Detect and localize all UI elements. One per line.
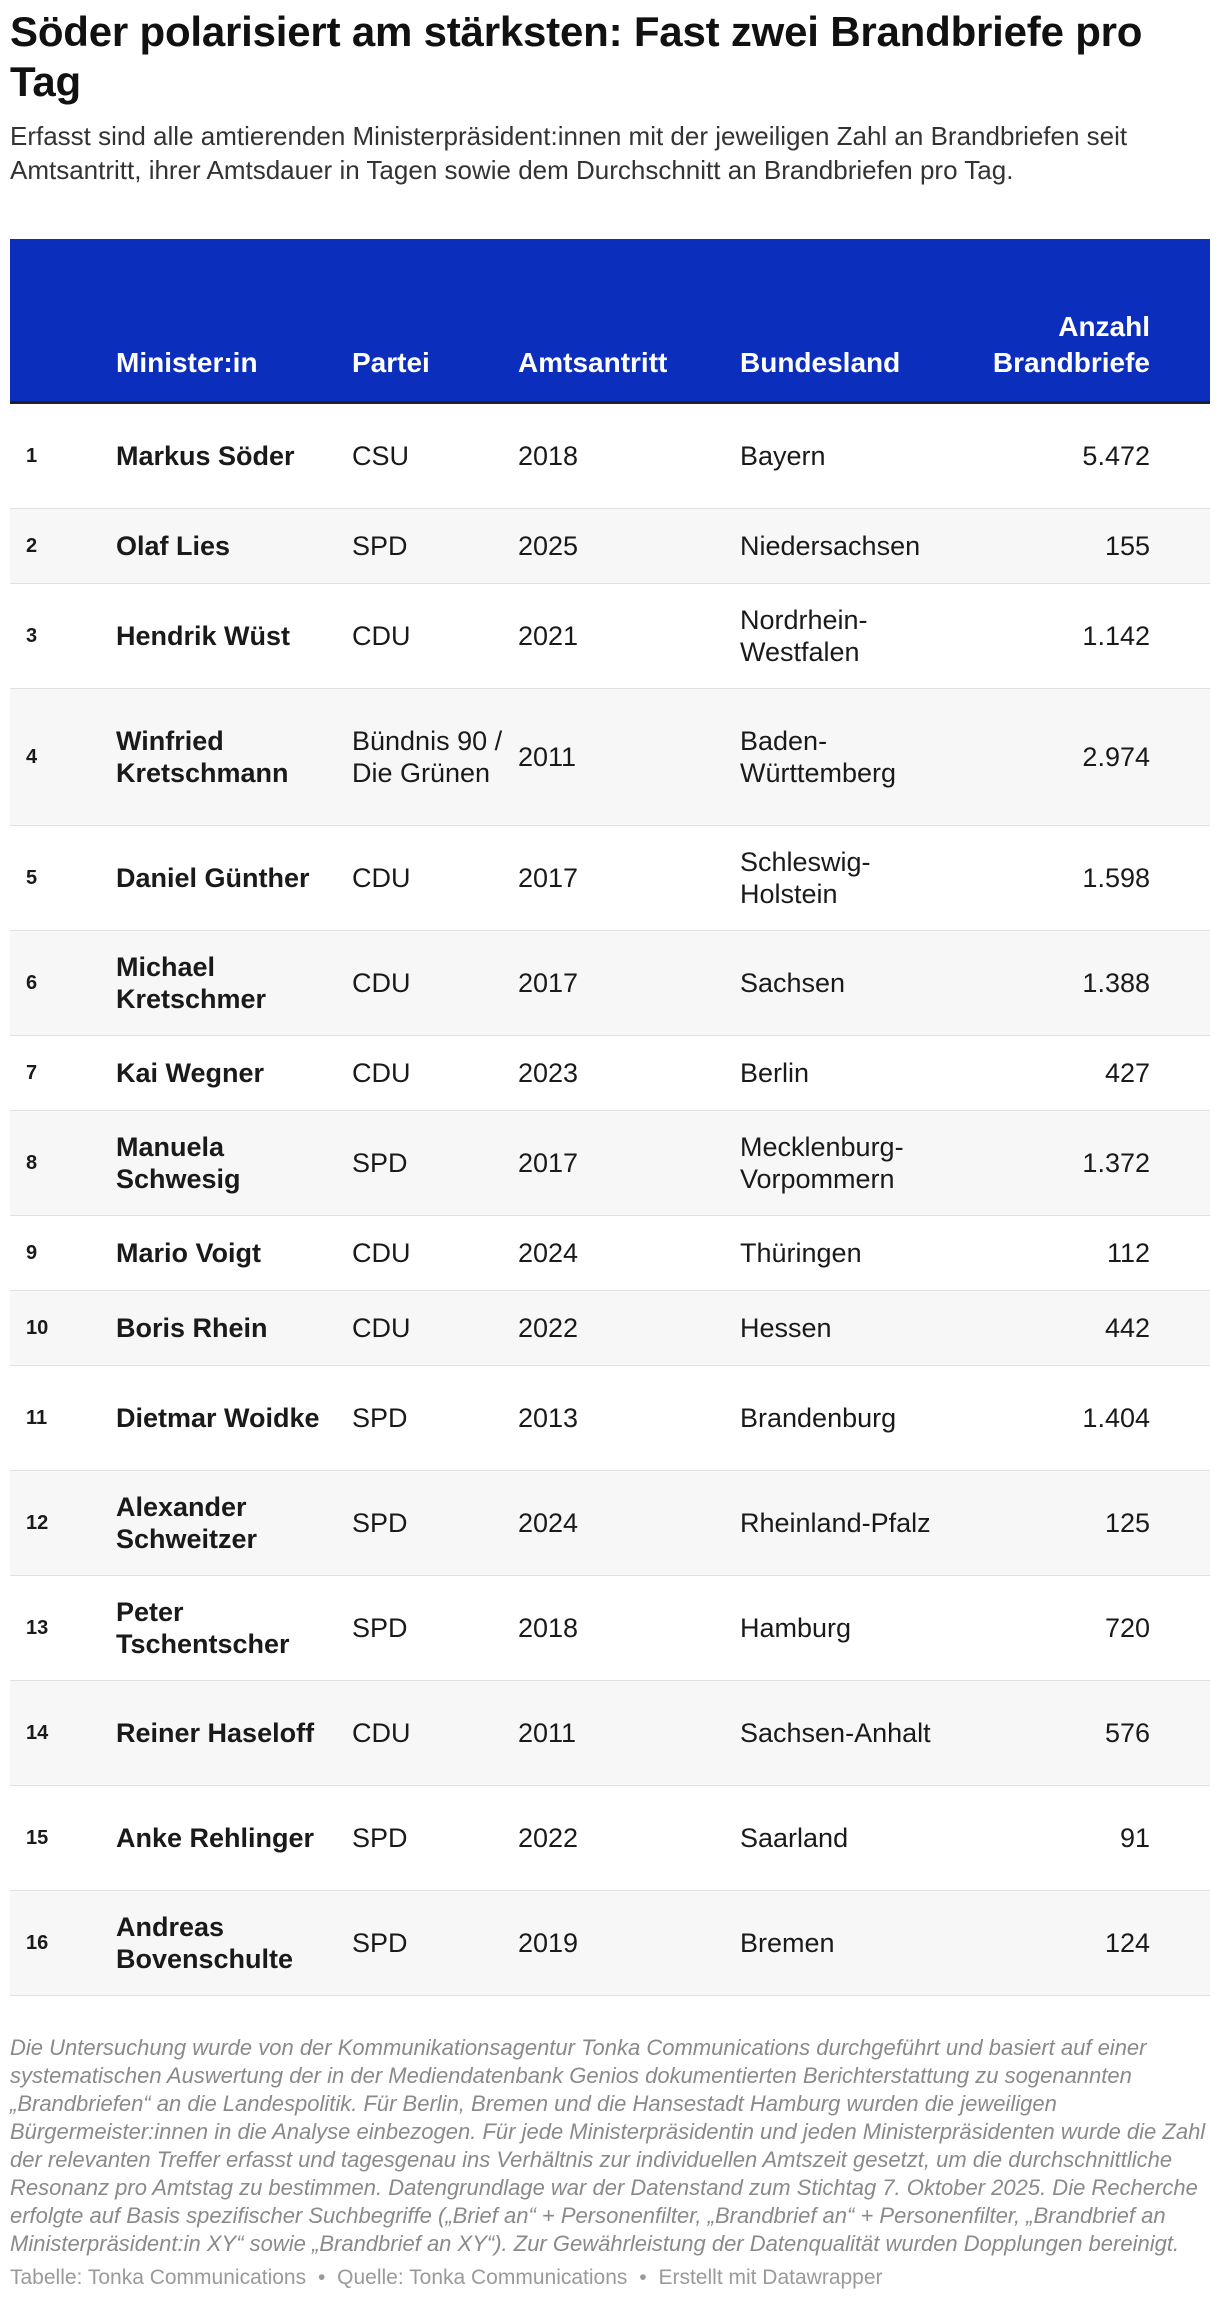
cell-rank: 2 (10, 509, 116, 584)
cell-name: Hendrik Wüst (116, 584, 352, 689)
cell-rank: 5 (10, 826, 116, 931)
cell-count: 112 (960, 1216, 1210, 1291)
cell-rank: 12 (10, 1471, 116, 1576)
cell-party: SPD (352, 1891, 518, 1996)
cell-party: SPD (352, 1366, 518, 1471)
cell-year: 2024 (518, 1216, 740, 1291)
cell-rank: 14 (10, 1681, 116, 1786)
cell-state: Mecklenburg-Vorpommern (740, 1111, 960, 1216)
table-row (10, 403, 1210, 509)
cell-name: Markus Söder (116, 403, 352, 509)
cell-rank: 3 (10, 584, 116, 689)
cell-count: 427 (960, 1036, 1210, 1111)
cell-rank: 13 (10, 1576, 116, 1681)
cell-state: Hamburg (740, 1576, 960, 1681)
cell-count: 576 (960, 1681, 1210, 1786)
cell-state: Niedersachsen (740, 509, 960, 584)
table-row (10, 509, 1210, 584)
footer (10, 2264, 1210, 2292)
cell-name: Kai Wegner (116, 1036, 352, 1111)
cell-year: 2018 (518, 1576, 740, 1681)
cell-year: 2017 (518, 1111, 740, 1216)
cell-party: CDU (352, 584, 518, 689)
table-credit: Tabelle: Tonka Communications (10, 2266, 307, 2289)
cell-party: CDU (352, 1216, 518, 1291)
cell-party: CDU (352, 1291, 518, 1366)
cell-year: 2022 (518, 1786, 740, 1891)
cell-party: CDU (352, 931, 518, 1036)
cell-year: 2017 (518, 931, 740, 1036)
table-row (10, 1576, 1210, 1681)
cell-year: 2011 (518, 1681, 740, 1786)
cell-year: 2025 (518, 509, 740, 584)
footer-separator: • (317, 2266, 326, 2289)
cell-name: Olaf Lies (116, 509, 352, 584)
column-header-state[interactable]: Bundesland (740, 239, 960, 403)
cell-year: 2023 (518, 1036, 740, 1111)
cell-state: Thüringen (740, 1216, 960, 1291)
description: Erfasst sind alle amtierenden Ministerpräsident:innen mit der jeweiligen Zahl an Brandbriefen seit Amtsantritt, ihrer Amtsdauer in Tagen sowie dem Durchschnitt an Brandbriefen pro Tag. (10, 121, 1128, 185)
table-body (10, 403, 1210, 1996)
cell-name: Daniel Günther (116, 826, 352, 931)
column-header-party[interactable]: Partei (352, 239, 518, 403)
source-credit: Quelle: Tonka Communications (337, 2266, 628, 2289)
cell-count: 1.372 (960, 1111, 1210, 1216)
table-row (10, 1216, 1210, 1291)
cell-rank: 4 (10, 689, 116, 826)
table-row (10, 584, 1210, 689)
table-row (10, 1786, 1210, 1891)
cell-name: Peter Tschentscher (116, 1576, 352, 1681)
cell-name: Boris Rhein (116, 1291, 352, 1366)
cell-count: 155 (960, 509, 1210, 584)
cell-rank: 11 (10, 1366, 116, 1471)
datawrapper-credit[interactable]: Erstellt mit Datawrapper (658, 2266, 883, 2289)
column-header-count[interactable]: Anzahl Brandbriefe (960, 239, 1210, 403)
table-header (10, 239, 1210, 403)
cell-count: 1.142 (960, 584, 1210, 689)
table-row (10, 1291, 1210, 1366)
cell-state: Sachsen (740, 931, 960, 1036)
cell-name: Alexander Schweitzer (116, 1471, 352, 1576)
cell-party: SPD (352, 1111, 518, 1216)
cell-state: Saarland (740, 1786, 960, 1891)
table-row (10, 1891, 1210, 1996)
cell-rank: 10 (10, 1291, 116, 1366)
footer-separator: • (639, 2266, 647, 2289)
cell-rank: 7 (10, 1036, 116, 1111)
cell-party: CDU (352, 1681, 518, 1786)
table-row (10, 1111, 1210, 1216)
cell-party: CDU (352, 1036, 518, 1111)
cell-year: 2018 (518, 403, 740, 509)
cell-name: Mario Voigt (116, 1216, 352, 1291)
cell-year: 2011 (518, 689, 740, 826)
cell-name: Manuela Schwesig (116, 1111, 352, 1216)
cell-year: 2024 (518, 1471, 740, 1576)
cell-state: Sachsen-Anhalt (740, 1681, 960, 1786)
cell-count: 1.404 (960, 1366, 1210, 1471)
cell-count: 124 (960, 1891, 1210, 1996)
cell-count: 1.598 (960, 826, 1210, 931)
cell-party: SPD (352, 1576, 518, 1681)
cell-year: 2013 (518, 1366, 740, 1471)
cell-year: 2017 (518, 826, 740, 931)
page-title: Söder polarisiert am stärksten: Fast zwei Brandbriefe pro Tag (10, 8, 1143, 105)
cell-count: 5.472 (960, 403, 1210, 509)
cell-rank: 16 (10, 1891, 116, 1996)
cell-state: Nordrhein-Westfalen (740, 584, 960, 689)
cell-party: SPD (352, 509, 518, 584)
data-table (10, 239, 1210, 1996)
cell-count: 125 (960, 1471, 1210, 1576)
table-row (10, 931, 1210, 1036)
cell-name: Andreas Bovenschulte (116, 1891, 352, 1996)
cell-year: 2022 (518, 1291, 740, 1366)
cell-count: 2.974 (960, 689, 1210, 826)
cell-rank: 1 (10, 403, 116, 509)
cell-state: Berlin (740, 1036, 960, 1111)
cell-state: Bremen (740, 1891, 960, 1996)
cell-name: Michael Kretschmer (116, 931, 352, 1036)
cell-year: 2019 (518, 1891, 740, 1996)
cell-state: Baden-Württemberg (740, 689, 960, 826)
cell-count: 1.388 (960, 931, 1210, 1036)
cell-rank: 9 (10, 1216, 116, 1291)
cell-rank: 8 (10, 1111, 116, 1216)
table-row (10, 1036, 1210, 1111)
cell-count: 91 (960, 1786, 1210, 1891)
cell-rank: 15 (10, 1786, 116, 1891)
cell-state: Hessen (740, 1291, 960, 1366)
table-row (10, 689, 1210, 826)
table-row (10, 826, 1210, 931)
cell-rank: 6 (10, 931, 116, 1036)
cell-party: Bündnis 90 / Die Grünen (352, 689, 518, 826)
cell-name: Reiner Haseloff (116, 1681, 352, 1786)
cell-year: 2021 (518, 584, 740, 689)
cell-state: Rheinland-Pfalz (740, 1471, 960, 1576)
table-row (10, 1366, 1210, 1471)
table-row (10, 1681, 1210, 1786)
cell-name: Winfried Kretschmann (116, 689, 352, 826)
cell-state: Schleswig-Holstein (740, 826, 960, 931)
cell-party: SPD (352, 1471, 518, 1576)
cell-count: 442 (960, 1291, 1210, 1366)
cell-state: Bayern (740, 403, 960, 509)
cell-party: CDU (352, 826, 518, 931)
column-header-name[interactable]: Minister:in (116, 239, 352, 403)
cell-name: Anke Rehlinger (116, 1786, 352, 1891)
methodology-notes: Die Untersuchung wurde von der Kommunikationsagentur Tonka Communications durchgeführt und basiert auf einer systematischen Auswertung der in der Mediendatenbank Genios dokumentierten Berichterstattung zu sogenannten „Brandbriefen“ an die Landespolitik. Für Berlin, Bremen und die Hansestadt Hamburg wurden die jeweiligen Bürgermeister:innen in die Analyse einbezogen. Für jede Ministerpräsidentin und jeden Ministerpräsidenten wurde die Zahl der relevanten Treffer erfasst und tagesgenau ins Verhältnis zur individuellen Amtszeit gesetzt, um die durchschnittliche Resonanz pro Amtstag zu bestimmen. Datengrundlage war der Datenstand zum Stichtag 7. Oktober 2025. Die Recherche erfolgte auf Basis spezifischer Suchbegriffe („Brief an“ + Personenfilter, „Brandbrief an“ + Personenfilter, „Brandbrief an Ministerpräsident:in XY“ sowie „Brandbrief an XY“). Zur Gewährleistung der Datenqualität wurden Dopplungen bereinigt. (10, 2035, 1206, 2256)
cell-state: Brandenburg (740, 1366, 960, 1471)
cell-party: CSU (352, 403, 518, 509)
table-row (10, 1471, 1210, 1576)
cell-count: 720 (960, 1576, 1210, 1681)
column-header-year[interactable]: Amtsantritt (518, 239, 740, 403)
column-header-rank (10, 239, 116, 403)
cell-name: Dietmar Woidke (116, 1366, 352, 1471)
cell-party: SPD (352, 1786, 518, 1891)
